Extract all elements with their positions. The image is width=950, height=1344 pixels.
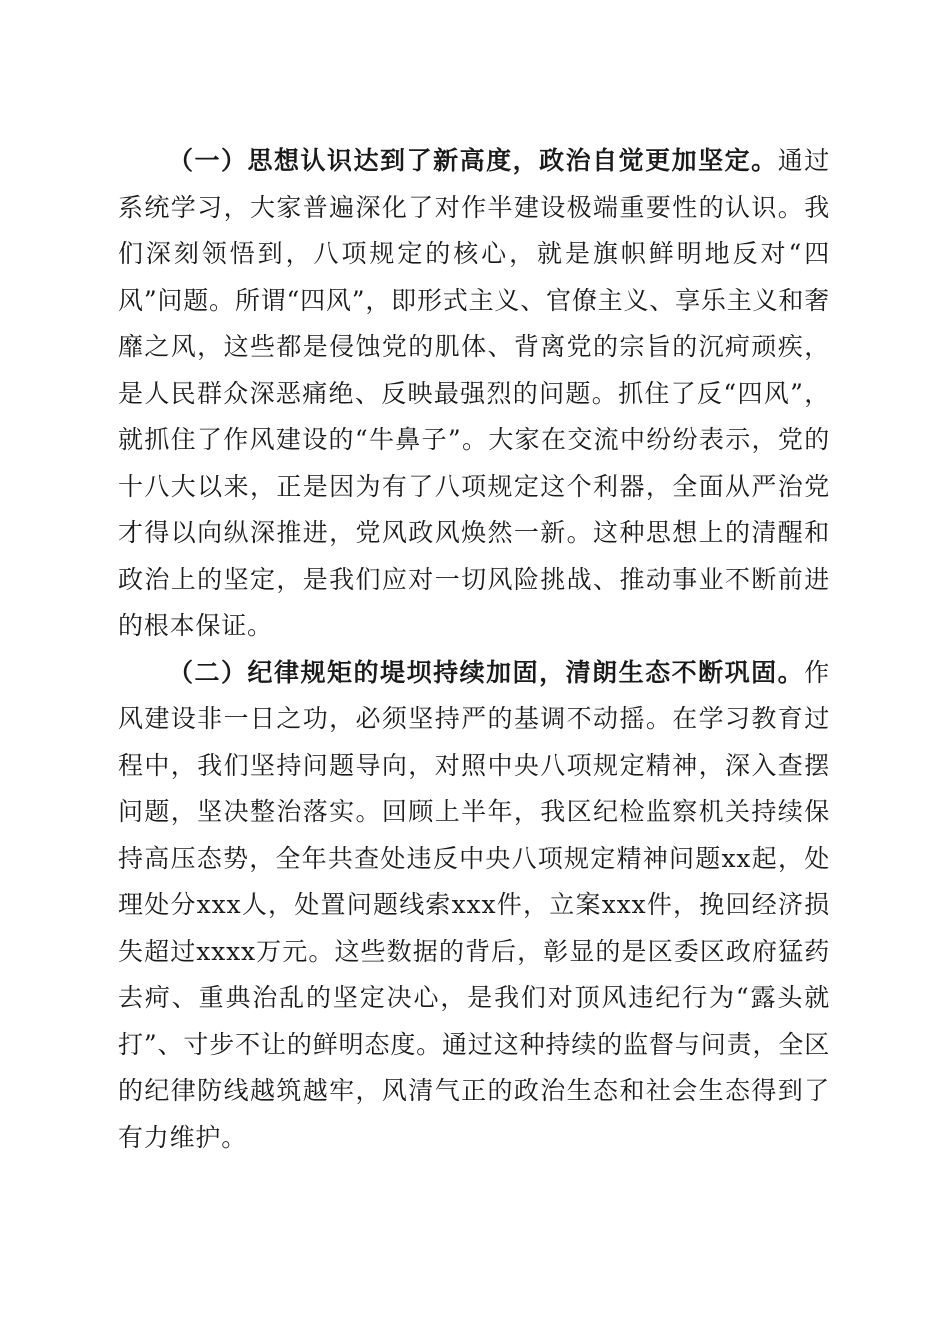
paragraph-2-body: 作风建设非一日之功，必须坚持严的基调不动摇。在学习教育过程中，我们坚持问题导向，对照中央八项规定精神，深入查摆问题，坚决整治落实。回顾上半年，我区纪检监察机关持续保持高压态势，全年共查处违反中央八项规定精神问题xx起，处理处分xxx人，处置问题线索xxx件，立案xxx件，挽回经济损失超过xxxx万元。这些数据的背后，彰显的是区委区政府猛药去疴、重典治乱的坚定决心，是我们对顶风违纪行为“露头就打”、寸步不让的鲜明态度。通过这种持续的监督与问责，全区的纪律防线越筑越牢，风清气正的政治生态和社会生态得到了有力维护。 <box>118 657 830 1152</box>
paragraph-2-heading: （二）纪律规矩的堤坝持续加固，清朗生态不断巩固。 <box>168 657 805 687</box>
paragraph-2 <box>118 650 830 1162</box>
paragraph-1 <box>118 138 830 650</box>
paragraph-1-heading: （一）思想认识达到了新高度，政治自觉更加坚定。 <box>168 146 778 175</box>
document-body <box>118 138 830 1161</box>
paragraph-1-body: 通过系统学习，大家普遍深化了对作半建设极端重要性的认识。我们深刻领悟到，八项规定的核心，就是旗帜鲜明地反对“四风”问题。所谓“四风”，即形式主义、官僚主义、享乐主义和奢靡之风，这些都是侵蚀党的肌体、背离党的宗旨的沉疴顽疾，是人民群众深恶痛绝、反映最强烈的问题。抓住了反“四风”，就抓住了作风建设的“牛鼻子”。大家在交流中纷纷表示，党的十八大以来，正是因为有了八项规定这个利器，全面从严治党才得以向纵深推进，党风政风焕然一新。这种思想上的清醒和政治上的坚定，是我们应对一切风险挑战、推动事业不断前进的根本保证。 <box>118 146 830 640</box>
